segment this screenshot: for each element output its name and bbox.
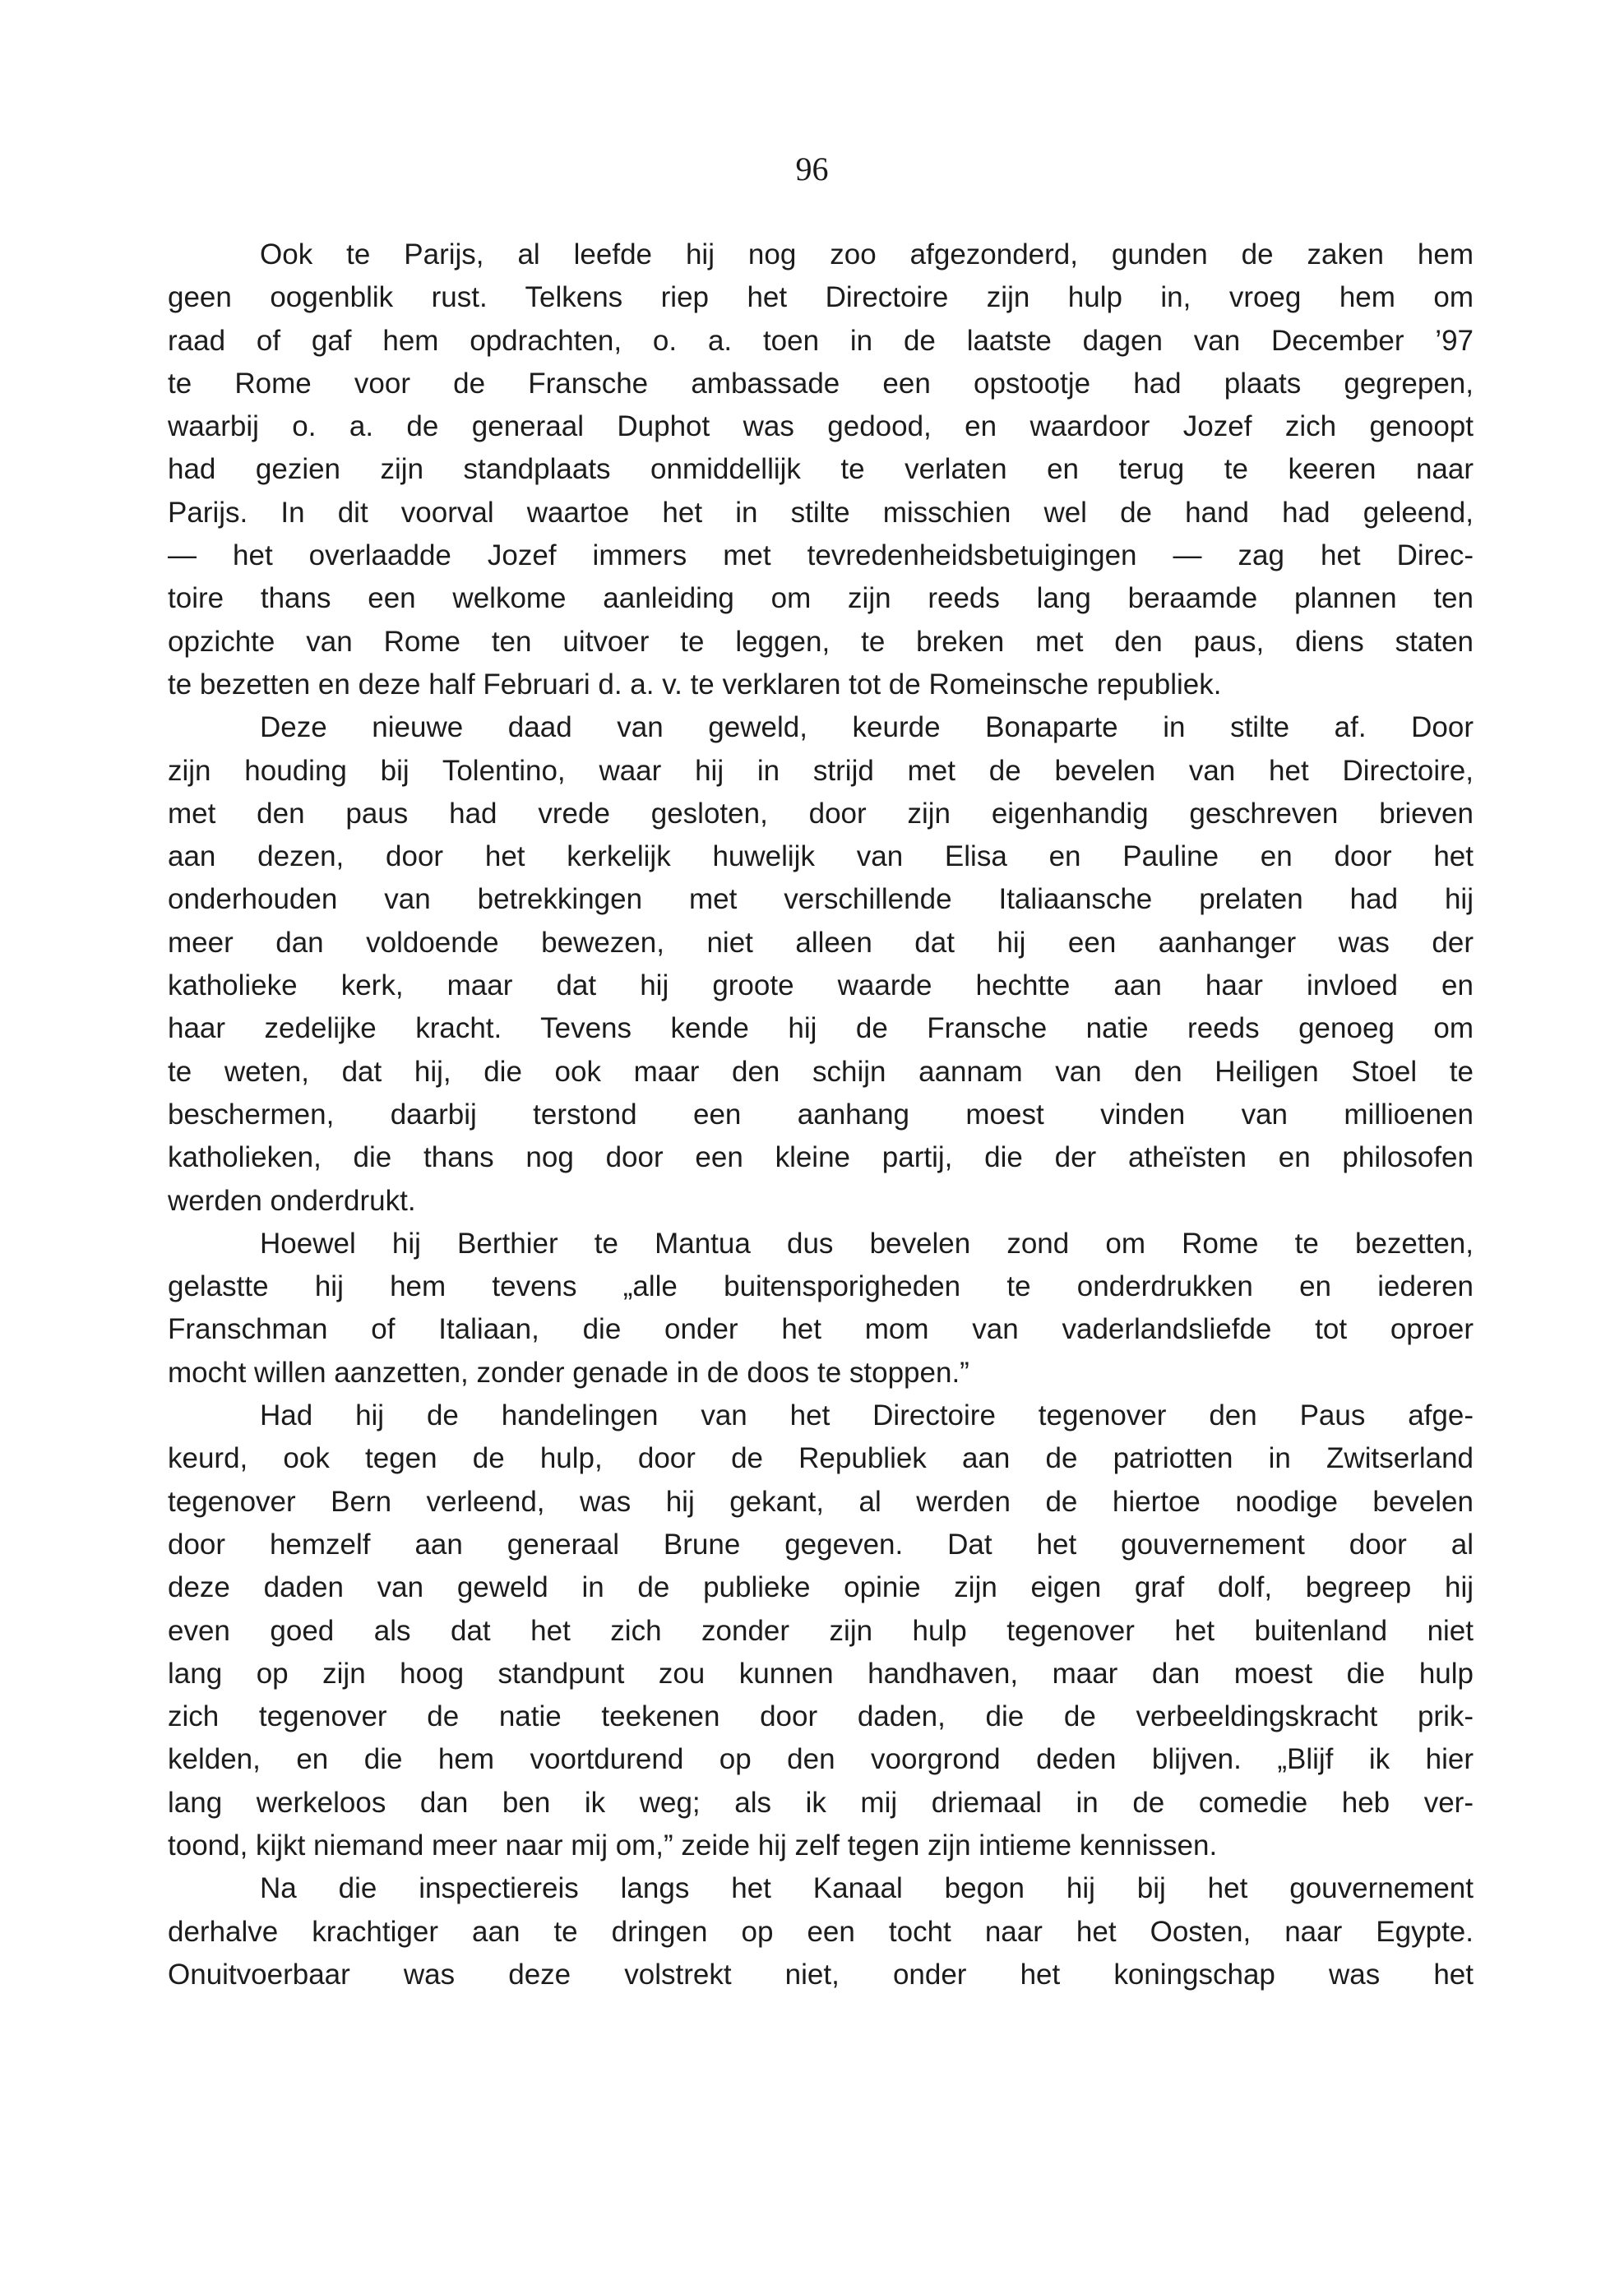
text-line: lang op zijn hoog standpunt zou kunnen handhaven, maar dan moest die hulp (168, 1657, 1474, 1690)
paragraph (168, 1867, 1474, 1996)
text-line: te bezetten en deze half Februari d. a. v. te verklaren tot de Romeinsche republiek. (168, 668, 1222, 701)
text-line: Franschman of Italiaan, die onder het mom van vaderlandsliefde tot oproer (168, 1313, 1474, 1346)
text-line: had gezien zijn standplaats onmiddellijk te verlaten en terug te keeren naar (168, 453, 1474, 486)
text-line: opzichte van Rome ten uitvoer te leggen, te breken met den paus, diens staten (168, 625, 1474, 658)
text-line: keurd, ook tegen de hulp, door de Republiek aan de patriotten in Zwitserland (168, 1442, 1474, 1475)
text-line: toire thans een welkome aanleiding om zijn reeds lang beraamde plannen ten (168, 582, 1474, 615)
text-line: Ook te Parijs, al leefde hij nog zoo afgezonderd, gunden de zaken hem (260, 238, 1474, 271)
text-line: werden onderdrukt. (168, 1184, 416, 1217)
text-line: mocht willen aanzetten, zonder genade in de doos te stoppen.” (168, 1356, 969, 1389)
text-line: zijn houding bij Tolentino, waar hij in strijd met de bevelen van het Directoire, (168, 754, 1474, 787)
text-line: deze daden van geweld in de publieke opinie zijn eigen graf dolf, begreep hij (168, 1571, 1474, 1604)
text-line: Deze nieuwe daad van geweld, keurde Bonaparte in stilte af. Door (260, 711, 1474, 744)
text-line: zich tegenover de natie teekenen door daden, die de verbeeldingskracht prik- (168, 1700, 1474, 1733)
text-line: met den paus had vrede gesloten, door zijn eigenhandig geschreven brieven (168, 797, 1474, 830)
text-line: Parijs. In dit voorval waartoe het in stilte misschien wel de hand had geleend, (168, 496, 1474, 529)
text-line: meer dan voldoende bewezen, niet alleen dat hij een aanhanger was der (168, 926, 1474, 959)
paragraph (168, 1395, 1474, 1867)
text-line: door hemzelf aan generaal Brune gegeven. Dat het gouvernement door al (168, 1528, 1474, 1561)
text-line: waarbij o. a. de generaal Duphot was gedood, en waardoor Jozef zich genoopt (168, 410, 1474, 443)
text-line: katholieken, die thans nog door een kleine partij, die der atheïsten en philosofen (168, 1141, 1474, 1174)
text-line: haar zedelijke kracht. Tevens kende hij de Fransche natie reeds genoeg om (168, 1012, 1474, 1045)
page-number: 96 (795, 150, 829, 187)
text-line: toond, kijkt niemand meer naar mij om,” zeide hij zelf tegen zijn intieme kennissen. (168, 1829, 1218, 1862)
text-line: onderhouden van betrekkingen met verschillende Italiaansche prelaten had hij (168, 883, 1474, 916)
text-line: Na die inspectiereis langs het Kanaal begon hij bij het gouvernement (260, 1872, 1474, 1905)
text-line: te weten, dat hij, die ook maar den schijn aannam van den Heiligen Stoel te (168, 1055, 1474, 1088)
text-line: Onuitvoerbaar was deze volstrekt niet, onder het koningschap was het (168, 1958, 1474, 1991)
text-line: beschermen, daarbij terstond een aanhang moest vinden van millioenen (168, 1098, 1474, 1131)
text-line: even goed als dat het zich zonder zijn hulp tegenover het buitenland niet (168, 1614, 1474, 1647)
text-line: gelastte hij hem tevens „alle buitensporigheden te onderdrukken en iederen (168, 1270, 1474, 1303)
text-line: derhalve krachtiger aan te dringen op een tocht naar het Oosten, naar Egypte. (168, 1915, 1474, 1948)
text-line: aan dezen, door het kerkelijk huwelijk van Elisa en Pauline en door het (168, 840, 1474, 873)
text-line: te Rome voor de Fransche ambassade een opstootje had plaats gegrepen, (168, 367, 1474, 400)
text-line: lang werkeloos dan ben ik weg; als ik mij driemaal in de comedie heb ver- (168, 1786, 1474, 1819)
text-line: kelden, en die hem voortdurend op den voorgrond deden blijven. „Blijf ik hier (168, 1743, 1474, 1776)
text-line: Hoewel hij Berthier te Mantua dus bevelen zond om Rome te bezetten, (260, 1227, 1474, 1260)
text-line: geen oogenblik rust. Telkens riep het Directoire zijn hulp in, vroeg hem om (168, 281, 1474, 314)
text-line: katholieke kerk, maar dat hij groote waarde hechtte aan haar invloed en (168, 969, 1474, 1002)
text-line: Had hij de handelingen van het Directoire tegenover den Paus afge- (260, 1399, 1474, 1432)
text-line: raad of gaf hem opdrachten, o. a. toen in de laatste dagen van December ’97 (168, 324, 1474, 357)
paragraph (168, 234, 1474, 706)
text-line: tegenover Bern verleend, was hij gekant, al werden de hiertoe noodige bevelen (168, 1485, 1474, 1518)
paragraph (168, 706, 1474, 1223)
body-text (168, 234, 1474, 1996)
paragraph (168, 1223, 1474, 1395)
text-line: — het overlaadde Jozef immers met tevredenheidsbetuigingen — zag het Direc- (168, 539, 1474, 572)
